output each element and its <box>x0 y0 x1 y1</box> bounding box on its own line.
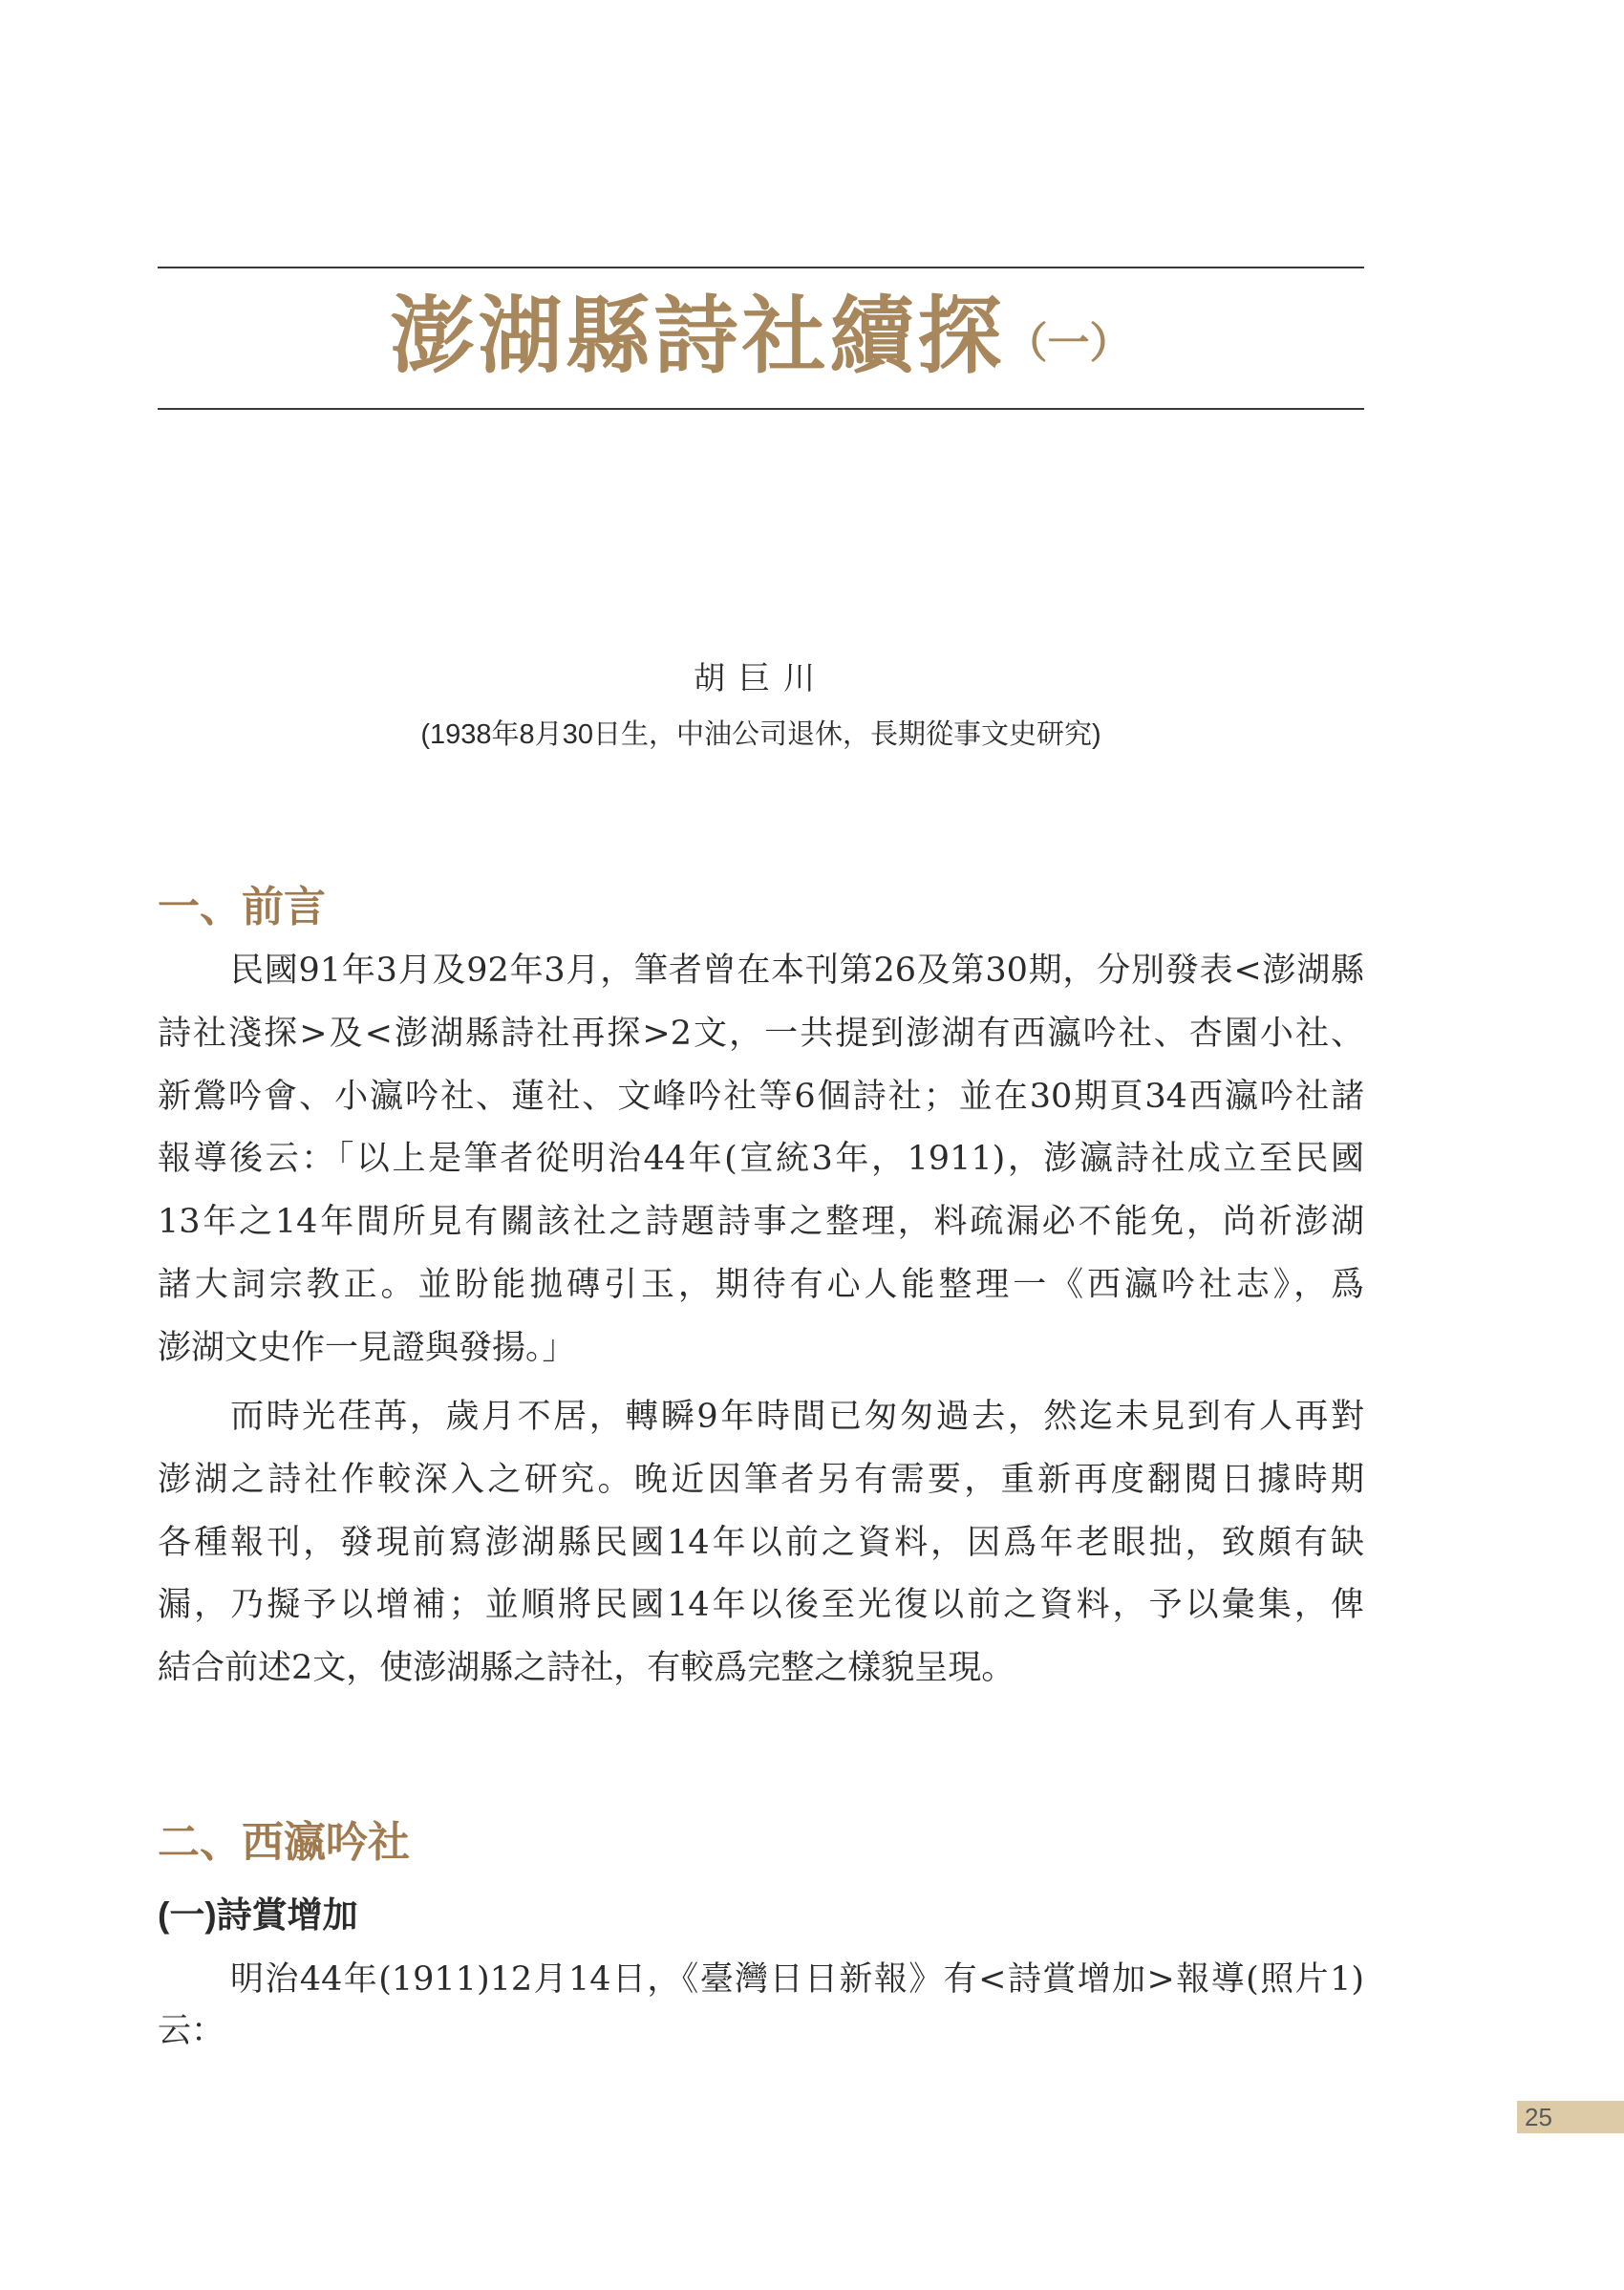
section-heading-introduction: 一、前言 <box>158 884 326 931</box>
paragraph-line: 詩社淺探>及<澎湖縣詩社再探>2文，一共提到澎湖有西瀛吟社、杏園小社、 <box>158 1014 1364 1053</box>
paragraph-line: 各種報刊，發現前寫澎湖縣民國14年以前之資料，因爲年老眼拙，致頗有缺 <box>158 1523 1364 1562</box>
article-title <box>158 283 1364 388</box>
paragraph-line: 結合前述2文，使澎湖縣之詩社，有較爲完整之樣貌呈現。 <box>158 1649 1015 1688</box>
paragraph-line: 澎湖之詩社作較深入之研究。晚近因筆者另有需要，重新再度翻閱日據時期 <box>158 1460 1364 1499</box>
section-heading-xiying-poetry-society: 二、西瀛吟社 <box>158 1819 410 1866</box>
page-number-tab <box>1517 2101 1624 2133</box>
paragraph-line: 報導後云：「以上是筆者從明治44年(宣統3年，1911)，澎瀛詩社成立至民國 <box>158 1140 1364 1179</box>
subsection-heading: (一)詩賞增加 <box>158 1895 358 1935</box>
article-title-text: 澎湖縣詩社續探 <box>390 286 1006 385</box>
paragraph-line: 明治44年(1911)12月14日，《臺灣日日新報》有<詩賞增加>報導(照片1) <box>230 1960 1364 1999</box>
paragraph <box>158 1386 1364 1701</box>
page-number: 25 <box>1525 2103 1552 2131</box>
paragraph-line: 13年之14年間所見有關該社之詩題詩事之整理，料疏漏必不能免，尚祈澎湖 <box>158 1203 1364 1242</box>
paragraph-line: 而時光荏苒，歲月不居，轉瞬9年時間已匆匆過去，然迄未見到有人再對 <box>230 1398 1364 1436</box>
author-name: 胡巨川 <box>694 659 828 696</box>
title-top-rule <box>158 267 1364 268</box>
paragraph-line: 諸大詞宗教正。並盼能拋磚引玉，期待有心人能整理一《西瀛吟社志》，爲 <box>158 1265 1364 1304</box>
title-bottom-rule <box>158 408 1364 410</box>
paragraph <box>158 940 1364 1380</box>
author-note: (1938年8月30日生，中油公司退休，長期從事文史研究) <box>420 719 1101 750</box>
paragraph <box>158 1954 1364 2057</box>
paragraph-line: 漏，乃擬予以增補；並順將民國14年以後至光復以前之資料，予以彙集，俾 <box>158 1586 1364 1625</box>
article-title-part-number: （一） <box>1005 319 1132 368</box>
paragraph-line: 新鶯吟會、小瀛吟社、蓮社、文峰吟社等6個詩社；並在30期頁34西瀛吟社諸 <box>158 1077 1364 1116</box>
paragraph-line: 云： <box>158 2012 225 2050</box>
paragraph-line: 澎湖文史作一見證與發揚。」 <box>158 1328 576 1367</box>
paragraph-line: 民國91年3月及92年3月，筆者曾在本刊第26及第30期，分別發表<澎湖縣 <box>230 952 1364 990</box>
